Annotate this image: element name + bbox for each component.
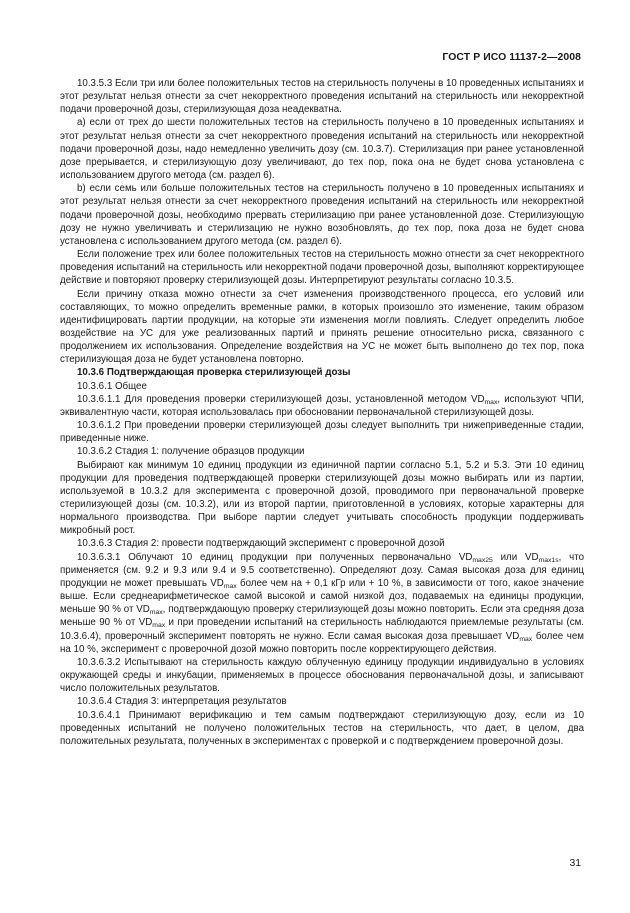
paragraph-10-3-6-3-2: 10.3.6.3.2 Испытывают на стерильность каждую облученную единицу продукции индивидуально в условиях окружающей среды и инкубации, применяемых в процессе обоснования первоначальной дозы, и записывают число положительных результатов. <box>60 656 584 695</box>
document-body <box>60 77 584 748</box>
paragraph-10-3-6-1-1 <box>60 393 584 419</box>
subscript-max: max <box>519 635 533 643</box>
text-run: , используют ЧПИ, эквивалентную части, которая использовалась при обосновании первоначальной стерилизующей дозы. <box>60 393 584 418</box>
text-run: и при проведении испытаний на стерильность наблюдаются приемлемые результаты (см. 10.3.6.4), проверочный эксперимент повторять не нужно. Если самая высокая доза превышает VD <box>60 617 584 642</box>
subsection-heading-10-3-6-1: 10.3.6.1 Общее <box>77 380 147 392</box>
text-run: , подтверждающую проверку стерилизующей дозы можно повторить. Если эта средняя доза меньше 90 % от VD <box>60 604 584 629</box>
paragraph-process-change: Если причину отказа можно отнести за счет изменения производственного процесса, его условий или составляющих, то можно определить временные рамки, в которых произошло это изменение, таким образом идентифицировать партии продукции, на которые эти изменения могли повлиять. Следует определить любое воздействие на УС для уже реализованных партий и принять решение относительно риска, связанного с продолжением их использования. Определение воздействия на УС не может быть выполнено до тех пор, пока стерилизующая доза не будет установлена повторно. <box>60 288 584 366</box>
subscript-max: max <box>152 622 166 630</box>
subscript-max25: max25 <box>472 556 493 564</box>
text-run: 10.3.6.1.1 Для проведения проверки стерилизующей дозы, установленной методом VD <box>77 393 485 405</box>
subsection-heading-10-3-6-4: 10.3.6.4 Стадия 3: интерпретация результатов <box>77 696 287 708</box>
paragraph-10-3-6-3-1 <box>60 551 584 656</box>
paragraph-10-3-5-3: 10.3.5.3 Если три или более положительных тестов на стерильность получены в 10 проведенных испытаниях и этот результат нельзя отнести за счет некорректного проведения испытаний на стерильность или некорректной подачи проверочной дозы, стерилизующая доза неадекватна. <box>60 78 584 116</box>
standard-header: ГОСТ Р ИСО 11137-2—2008 <box>442 52 581 63</box>
subscript-max: max <box>149 609 163 617</box>
text-run: 10.3.6.3.1 Облучают 10 единиц продукции при полученных первоначально VD <box>77 551 473 563</box>
subscript-max: max <box>223 582 237 590</box>
paragraph-corrective-action: Если положение трех или более положительных тестов на стерильность можно отнести за счет некорректного проведения испытаний на стерильность или некорректной подачи проверочной дозы, выполняют корректирующее действие и повторяют проверку стерилизующей дозы. Интерпретируют результаты согласно 10.3.5. <box>60 249 584 287</box>
paragraph-item-b: b) если семь или больше положительных тестов на стерильность получено в 10 проведенных испытаниях и этот результат нельзя отнести за счет некорректного проведения испытаний на стерильность или некорректной подачи проверочной дозы, необходимо прервать стерилизацию при ранее установленной дозе. Стерилизующую дозу не нужно увеличивать и стерилизацию не нужно возобновлять, до тех пор, пока доза не будет снова установлена с использованием другого метода (см. раздел 6). <box>60 183 584 247</box>
paragraph-item-a: a) если от трех до шести положительных тестов на стерильность получено в 10 проведенных испытаниях и этот результат нельзя отнести за счет некорректного проведения испытаний на стерильность или некорректной подачи проверочной дозы, надо немедленно увеличить дозу (см. 10.3.7). Стерилизация при ранее установленной дозе прерывается, и стерилизующую дозу увеличивают, до тех пор, пока она не будет снова установлена с использованием другого метода (см. раздел 6). <box>60 117 584 182</box>
paragraph-10-3-6-4-1: 10.3.6.4.1 Принимают верификацию и тем самым подтверждают стерилизующую дозу, если из 10 проведенных испытаний не получено положительных тестов на стерильность, что дает, в целом, два положительных результата, полученных в экспериментах с проверкой и с подтверждением проверочной дозы. <box>60 709 584 747</box>
subsection-heading-10-3-6-3: 10.3.6.3 Стадия 2: провести подтверждающий эксперимент с проверочной дозой <box>77 538 445 550</box>
subscript-max: max <box>484 398 498 406</box>
subscript-max1s: max1s <box>538 556 559 564</box>
paragraph-10-3-6-1-2: 10.3.6.1.2 При проведении проверки стерилизующей дозы следует выполнить три нижеприведенные стадии, приведенные ниже. <box>60 420 584 445</box>
section-heading-10-3-6: 10.3.6 Подтверждающая проверка стерилизующей дозы <box>77 367 351 379</box>
text-run: более чем на 10 %, эксперимент с проверочной дозой можно повторить после корректирующего действия. <box>60 630 585 655</box>
text-run: более чем на + 0,1 кГр или + 10 %, в зависимости от того, какое значение выше. Если среднеарифметическое самой высокой и самой низкой доз, подаваемых на единицы продукции, меньше 90 % от VD <box>60 577 584 616</box>
paragraph-sample-selection: Выбирают как минимум 10 единиц продукции из единичной партии согласно 5.1, 5.2 и 5.3. Эти 10 единиц продукции для проведения подтверждающей проверки стерилизующей дозы можно выбирать или из партии, используемой в 10.3.2 для эксперимента с проверочной дозой, проводимого при первоначальной проверке стерилизующей дозы (см. 10.3.2), или из второй партии, приготовленной в условиях, которые характерны для нормального производства. При выборе партии следует учитывать способность продукции поддерживать микробный рост. <box>60 459 584 537</box>
subsection-heading-10-3-6-2: 10.3.6.2 Стадия 1: получение образцов продукции <box>77 446 305 458</box>
page-number: 31 <box>569 858 581 869</box>
text-run: или VD <box>492 551 539 563</box>
text-run: , что применяется (см. 9.2 и 9.3 или 9.4 и 9.5 соответственно). Определяют дозу. Самая высокая доза для единиц продукции не может превышать VD <box>60 551 585 589</box>
